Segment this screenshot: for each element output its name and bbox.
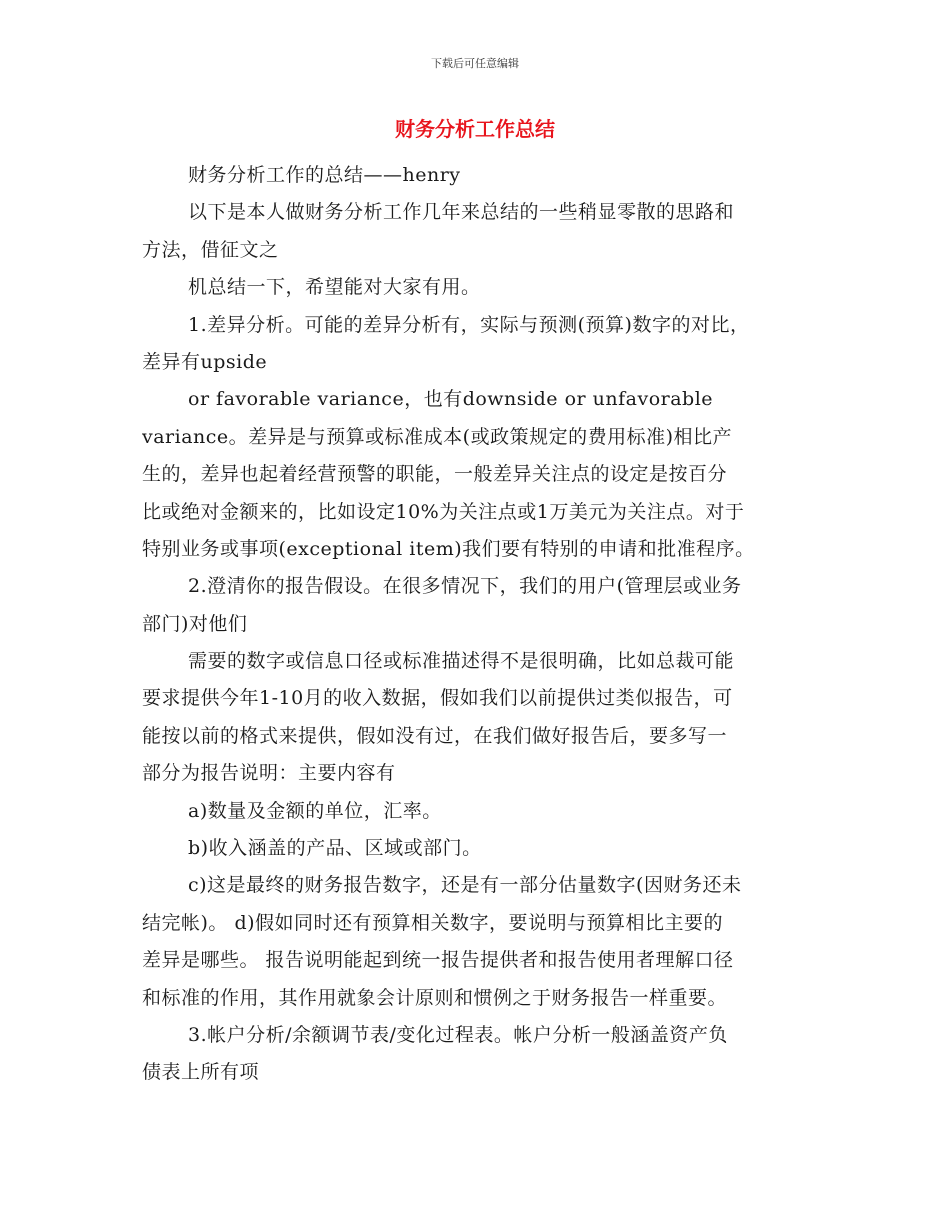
body-text-line: 特别业务或事项(exceptional item)我们要有特别的申请和批准程序。 bbox=[142, 537, 755, 560]
body-text-line: 机总结一下，希望能对大家有用。 bbox=[188, 276, 481, 299]
body-text-line: 能按以前的格式来提供，假如没有过，在我们做好报告后，要多写一 bbox=[142, 724, 728, 747]
body-text-line: a)数量及金额的单位，汇率。 bbox=[188, 799, 442, 822]
page-header-note: 下载后可任意编辑 bbox=[431, 57, 519, 70]
body-text-line: 比或绝对金额来的，比如设定10%为关注点或1万美元为关注点。对于 bbox=[142, 500, 745, 523]
body-text-line: c)这是最终的财务报告数字，还是有一部分估量数字(因财务还未 bbox=[188, 874, 742, 897]
body-text-line: 部门)对他们 bbox=[142, 612, 248, 635]
body-text-line: 和标准的作用，其作用就象会计原则和惯例之于财务报告一样重要。 bbox=[142, 986, 728, 1009]
body-text-line: 需要的数字或信息口径或标准描述得不是很明确，比如总裁可能 bbox=[188, 650, 735, 673]
body-text-line: b)收入涵盖的产品、区域或部门。 bbox=[188, 837, 482, 860]
body-text-line: 部分为报告说明：主要内容有 bbox=[142, 762, 396, 785]
body-text-line: 要求提供今年1-10月的收入数据，假如我们以前提供过类似报告，可 bbox=[142, 687, 733, 710]
body-text-line: 结完帐)。 d)假如同时还有预算相关数字，要说明与预算相比主要的 bbox=[142, 911, 724, 934]
body-text-line: 债表上所有项 bbox=[142, 1061, 260, 1084]
body-text-line: 生的，差异也起着经营预警的职能，一般差异关注点的设定是按百分 bbox=[142, 463, 728, 486]
body-text-line: 以下是本人做财务分析工作几年来总结的一些稍显零散的思路和 bbox=[188, 201, 735, 224]
body-text-line: 2.澄清你的报告假设。在很多情况下，我们的用户(管理层或业务 bbox=[188, 575, 742, 598]
body-text-line: or favorable variance，也有downside or unfavorable bbox=[188, 388, 714, 411]
body-text-line: 差异有upside bbox=[142, 350, 268, 373]
body-text-line: 1.差异分析。可能的差异分析有，实际与预测(预算)数字的对比， bbox=[188, 313, 750, 336]
body-text-line: 差异是哪些。 报告说明能起到统一报告提供者和报告使用者理解口径 bbox=[142, 949, 734, 972]
body-text-line: 方法，借征文之 bbox=[142, 238, 279, 261]
body-text-line: 3.帐户分析/余额调节表/变化过程表。帐户分析一般涵盖资产负 bbox=[188, 1023, 728, 1046]
body-text-line: 财务分析工作的总结——henry bbox=[188, 164, 461, 186]
document-title: 财务分析工作总结 bbox=[395, 117, 555, 141]
body-text-line: variance。差异是与预算或标准成本(或政策规定的费用标准)相比产 bbox=[142, 425, 732, 448]
document-body bbox=[142, 157, 810, 1092]
